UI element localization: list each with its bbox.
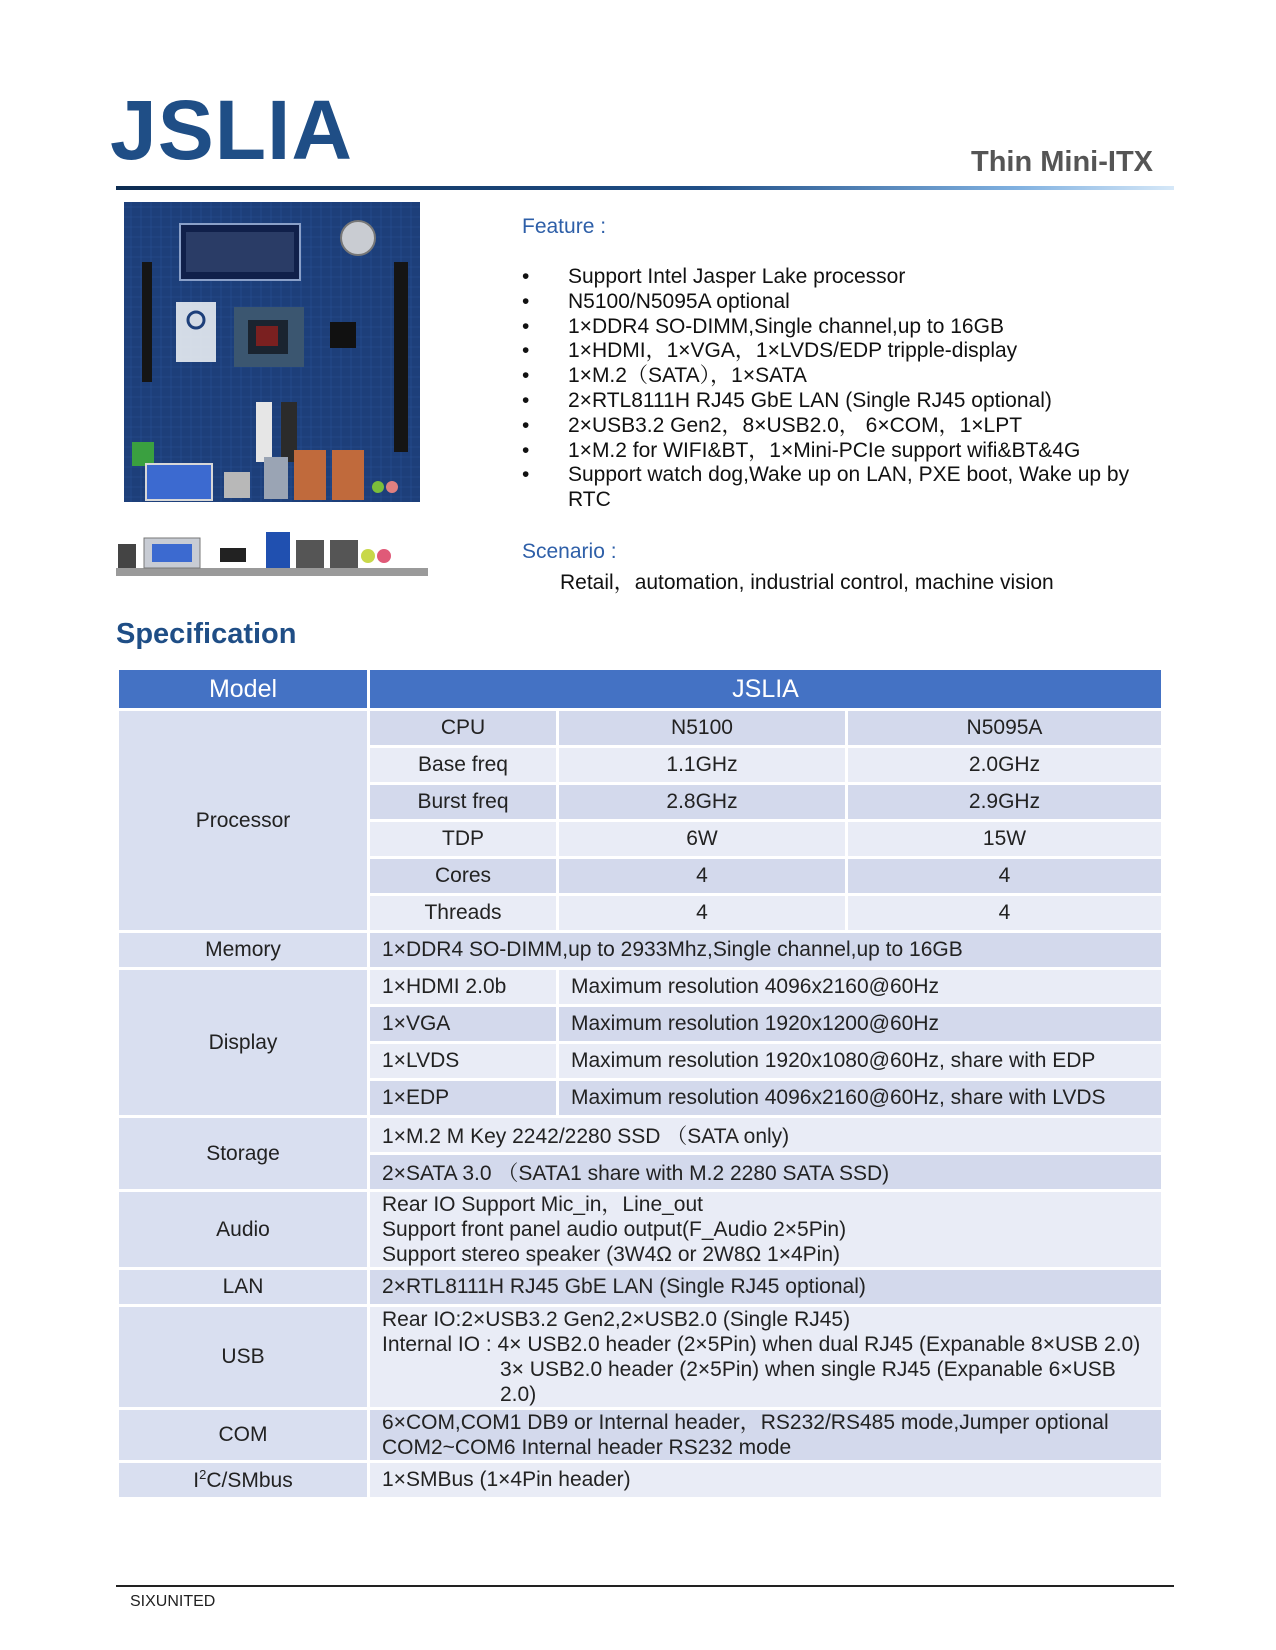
table-cell: 6W: [559, 822, 845, 856]
table-row: [119, 1270, 1161, 1304]
lan-value: 2×RTL8111H RJ45 GbE LAN (Single RJ45 optional): [370, 1270, 1161, 1304]
feature-list: [522, 265, 1162, 513]
model-value: JSLIA: [370, 670, 1161, 708]
header-divider: [116, 186, 1174, 190]
feature-item: • 1×DDR4 SO-DIMM,Single channel,up to 16GB: [522, 314, 1004, 338]
model-label: Model: [119, 670, 367, 708]
feature-item: • Support Intel Jasper Lake processor: [522, 265, 906, 288]
audio-label: Audio: [119, 1192, 367, 1267]
footer-company: SIXUNITED: [130, 1593, 216, 1610]
table-cell: Maximum resolution 4096x2160@60Hz, share with LVDS: [559, 1081, 1161, 1115]
feature-heading: Feature :: [522, 215, 607, 238]
table-row: [119, 933, 1161, 967]
table-cell: Threads: [370, 896, 556, 930]
table-cell: 1×HDMI 2.0b: [370, 970, 556, 1004]
i2c-smbus-value: 1×SMBus (1×4Pin header): [370, 1463, 1161, 1497]
product-form-factor: Thin Mini-ITX: [970, 146, 1153, 178]
specification-table: [116, 667, 1164, 1500]
table-cell: Maximum resolution 4096x2160@60Hz: [559, 970, 1161, 1004]
table-cell: 15W: [848, 822, 1161, 856]
table-cell: 2.9GHz: [848, 785, 1161, 819]
lan-label: LAN: [119, 1270, 367, 1304]
table-cell: 4: [848, 859, 1161, 893]
table-cell: 4: [559, 859, 845, 893]
i2c-smbus-label: $I^2C$/SMbus: [119, 1463, 367, 1497]
storage-label: Storage: [119, 1118, 367, 1189]
brand-logo: JSLIA: [110, 83, 354, 177]
table-cell: Base freq: [370, 748, 556, 782]
table-row: [119, 1192, 1161, 1267]
table-cell: 1×EDP: [370, 1081, 556, 1115]
feature-item: • 1×M.2（SATA），1×SATA: [522, 364, 807, 388]
feature-item: • N5100/N5095A optional: [522, 289, 790, 313]
table-row: [119, 970, 1161, 1004]
specification-heading: Specification: [116, 618, 297, 650]
feature-item: • 2×RTL8111H RJ45 GbE LAN (Single RJ45 optional): [522, 388, 1052, 412]
table-row: [119, 1307, 1161, 1407]
feature-item: • Support watch dog,Wake up on LAN, PXE boot, Wake up by RTC: [522, 463, 1130, 512]
table-row: [119, 1410, 1161, 1460]
usb-value: Rear IO:2×USB3.2 Gen2,2×USB2.0 (Single RJ45) Internal IO : 4× USB2.0 header (2×5Pin) when dual RJ45 (Expanable 8×USB 2.0) 3× USB2.0 header (2×5Pin) when single RJ45 (Expanable 6×USB 2.0): [370, 1307, 1161, 1407]
table-cell: N5095A: [848, 711, 1161, 745]
memory-label: Memory: [119, 933, 367, 967]
table-cell: 1.1GHz: [559, 748, 845, 782]
table-cell: Burst freq: [370, 785, 556, 819]
table-cell: Maximum resolution 1920x1200@60Hz: [559, 1007, 1161, 1041]
table-cell: 1×VGA: [370, 1007, 556, 1041]
processor-label: Processor: [119, 711, 367, 930]
feature-item: • 2×USB3.2 Gen2，8×USB2.0， 6×COM，1×LPT: [522, 413, 1023, 437]
rear-io-ports-photo: [116, 532, 428, 578]
com-label: COM: [119, 1410, 367, 1460]
table-cell: 4: [848, 896, 1161, 930]
table-cell: Maximum resolution 1920x1080@60Hz, share with EDP: [559, 1044, 1161, 1078]
footer-divider: [116, 1585, 1174, 1587]
table-cell: N5100: [559, 711, 845, 745]
scenario-heading: Scenario :: [522, 540, 617, 563]
feature-item: • 1×M.2 for WIFI&BT，1×Mini-PCIe support wifi&BT&4G: [522, 438, 1081, 462]
table-cell: 2.0GHz: [848, 748, 1161, 782]
feature-item: • 1×HDMI，1×VGA，1×LVDS/EDP tripple-display: [522, 339, 1018, 363]
table-cell: 1×LVDS: [370, 1044, 556, 1078]
motherboard-photo: [116, 202, 428, 524]
table-cell: 2×SATA 3.0 （SATA1 share with M.2 2280 SATA SSD): [370, 1155, 1161, 1189]
table-row: [119, 1463, 1161, 1497]
table-cell: 2.8GHz: [559, 785, 845, 819]
memory-value: 1×DDR4 SO-DIMM,up to 2933Mhz,Single channel,up to 16GB: [370, 933, 1161, 967]
display-label: Display: [119, 970, 367, 1115]
table-cell: Cores: [370, 859, 556, 893]
table-cell: CPU: [370, 711, 556, 745]
table-cell: 1×M.2 M Key 2242/2280 SSD （SATA only): [370, 1118, 1161, 1152]
com-value: 6×COM,COM1 DB9 or Internal header，RS232/RS485 mode,Jumper optional COM2~COM6 Internal header RS232 mode: [370, 1410, 1161, 1460]
scenario-text: Retail，automation, industrial control, machine vision: [560, 571, 1054, 594]
audio-value: Rear IO Support Mic_in，Line_out Support front panel audio output(F_Audio 2×5Pin) Support stereo speaker (3W4Ω or 2W8Ω 1×4Pin): [370, 1192, 1161, 1267]
usb-label: USB: [119, 1307, 367, 1407]
table-row: [119, 1118, 1161, 1152]
table-cell: TDP: [370, 822, 556, 856]
table-row: [119, 711, 1161, 745]
table-cell: 4: [559, 896, 845, 930]
